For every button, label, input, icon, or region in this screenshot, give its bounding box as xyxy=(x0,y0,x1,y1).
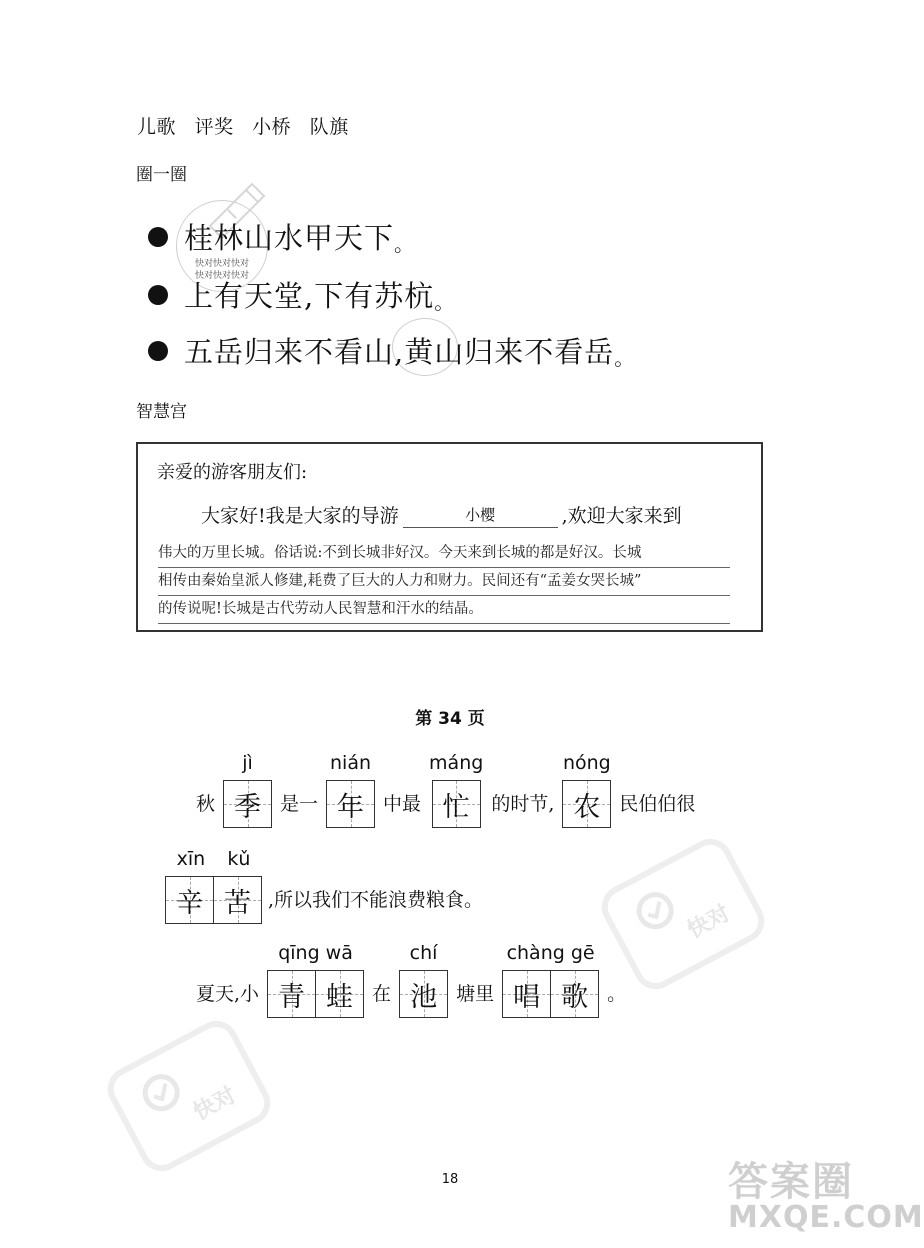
watermark-logo: 快对 xyxy=(594,831,772,997)
brand-logo-bottom: MXQE.COM xyxy=(728,1200,924,1235)
word: 队旗 xyxy=(309,116,349,138)
word: 小桥 xyxy=(252,116,292,138)
bullet-icon xyxy=(148,227,168,247)
page-number: 18 xyxy=(441,1172,459,1187)
sentence: 上有天堂,下有苏杭 。 xyxy=(148,274,455,315)
letter-intro-line: 大家好!我是大家的导游 小樱 ,欢迎大家来到 xyxy=(201,505,682,527)
sentence: 桂林山水甲天下 。 xyxy=(148,216,415,257)
pinyin-cell-group: nóng 农 xyxy=(562,752,611,828)
char-cell: 蛙 xyxy=(315,971,363,1017)
answer-line: 的传说呢!长城是古代劳动人民智慧和汗水的结晶。 xyxy=(158,596,730,624)
char-cell: 季 xyxy=(224,781,271,827)
pinyin-cell-group: chàng gē 唱 歌 xyxy=(502,942,599,1018)
page-title: 第 34 页 xyxy=(415,709,485,729)
watermark-logo: 快对 xyxy=(100,1013,278,1179)
pinyin-row: xīn kǔ 辛 苦 ,所以我们不能浪费粮食。 xyxy=(165,848,483,924)
section-title-circle: 圈一圈 xyxy=(136,165,187,185)
pinyin-cell-group: xīn kǔ 辛 苦 xyxy=(165,848,262,924)
answer-line: 伟大的万里长城。俗话说:不到长城非好汉。今天来到长城的都是好汉。长城 xyxy=(158,540,730,568)
brand-logo-top: 答案圈 xyxy=(728,1159,854,1205)
char-cell: 农 xyxy=(563,781,610,827)
char-cell: 年 xyxy=(327,781,374,827)
pinyin-cell-group: máng 忙 xyxy=(429,752,483,828)
char-cell: 忙 xyxy=(433,781,480,827)
letter-greeting: 亲爱的游客朋友们: xyxy=(157,462,308,483)
sentence: 五岳归来不看山,黄山归来不看岳 。 xyxy=(148,330,635,371)
answer-line: 相传由秦始皇派人修建,耗费了巨大的人力和财力。民间还有“孟姜女哭长城” xyxy=(158,568,730,596)
char-cell: 池 xyxy=(400,971,447,1017)
pinyin-cell-group: jì 季 xyxy=(223,752,272,828)
pinyin-cell-group: qīng wā 青 蛙 xyxy=(267,942,364,1018)
watermark-check-icon xyxy=(134,1066,188,1120)
char-cell: 苦 xyxy=(213,877,261,923)
char-cell: 青 xyxy=(268,971,315,1017)
char-cell: 歌 xyxy=(550,971,598,1017)
watermark-check-icon xyxy=(628,884,682,938)
guide-name-answer: 小樱 xyxy=(403,504,558,528)
char-cell: 辛 xyxy=(166,877,213,923)
pinyin-row: 夏天,小 qīng wā 青 蛙 在 chí 池 塘里 chàng gē 唱 歌 。 xyxy=(196,942,626,1018)
char-cell: 唱 xyxy=(503,971,550,1017)
vocabulary-words xyxy=(137,112,361,139)
pinyin-row: 秋 jì 季 是一 nián 年 中最 máng 忙 的时节, nóng 农 民伯伯很 xyxy=(196,752,695,828)
answer-paragraph xyxy=(158,540,730,624)
stamp-text: 快对快对快对 快对快对快对 xyxy=(195,259,250,281)
pinyin-cell-group: nián 年 xyxy=(326,752,375,828)
word: 评奖 xyxy=(194,116,234,138)
bullet-icon xyxy=(148,285,168,305)
section-title-wisdom: 智慧宫 xyxy=(136,402,187,422)
word: 儿歌 xyxy=(137,116,177,138)
pinyin-cell-group: chí 池 xyxy=(399,942,448,1018)
bullet-icon xyxy=(148,341,168,361)
